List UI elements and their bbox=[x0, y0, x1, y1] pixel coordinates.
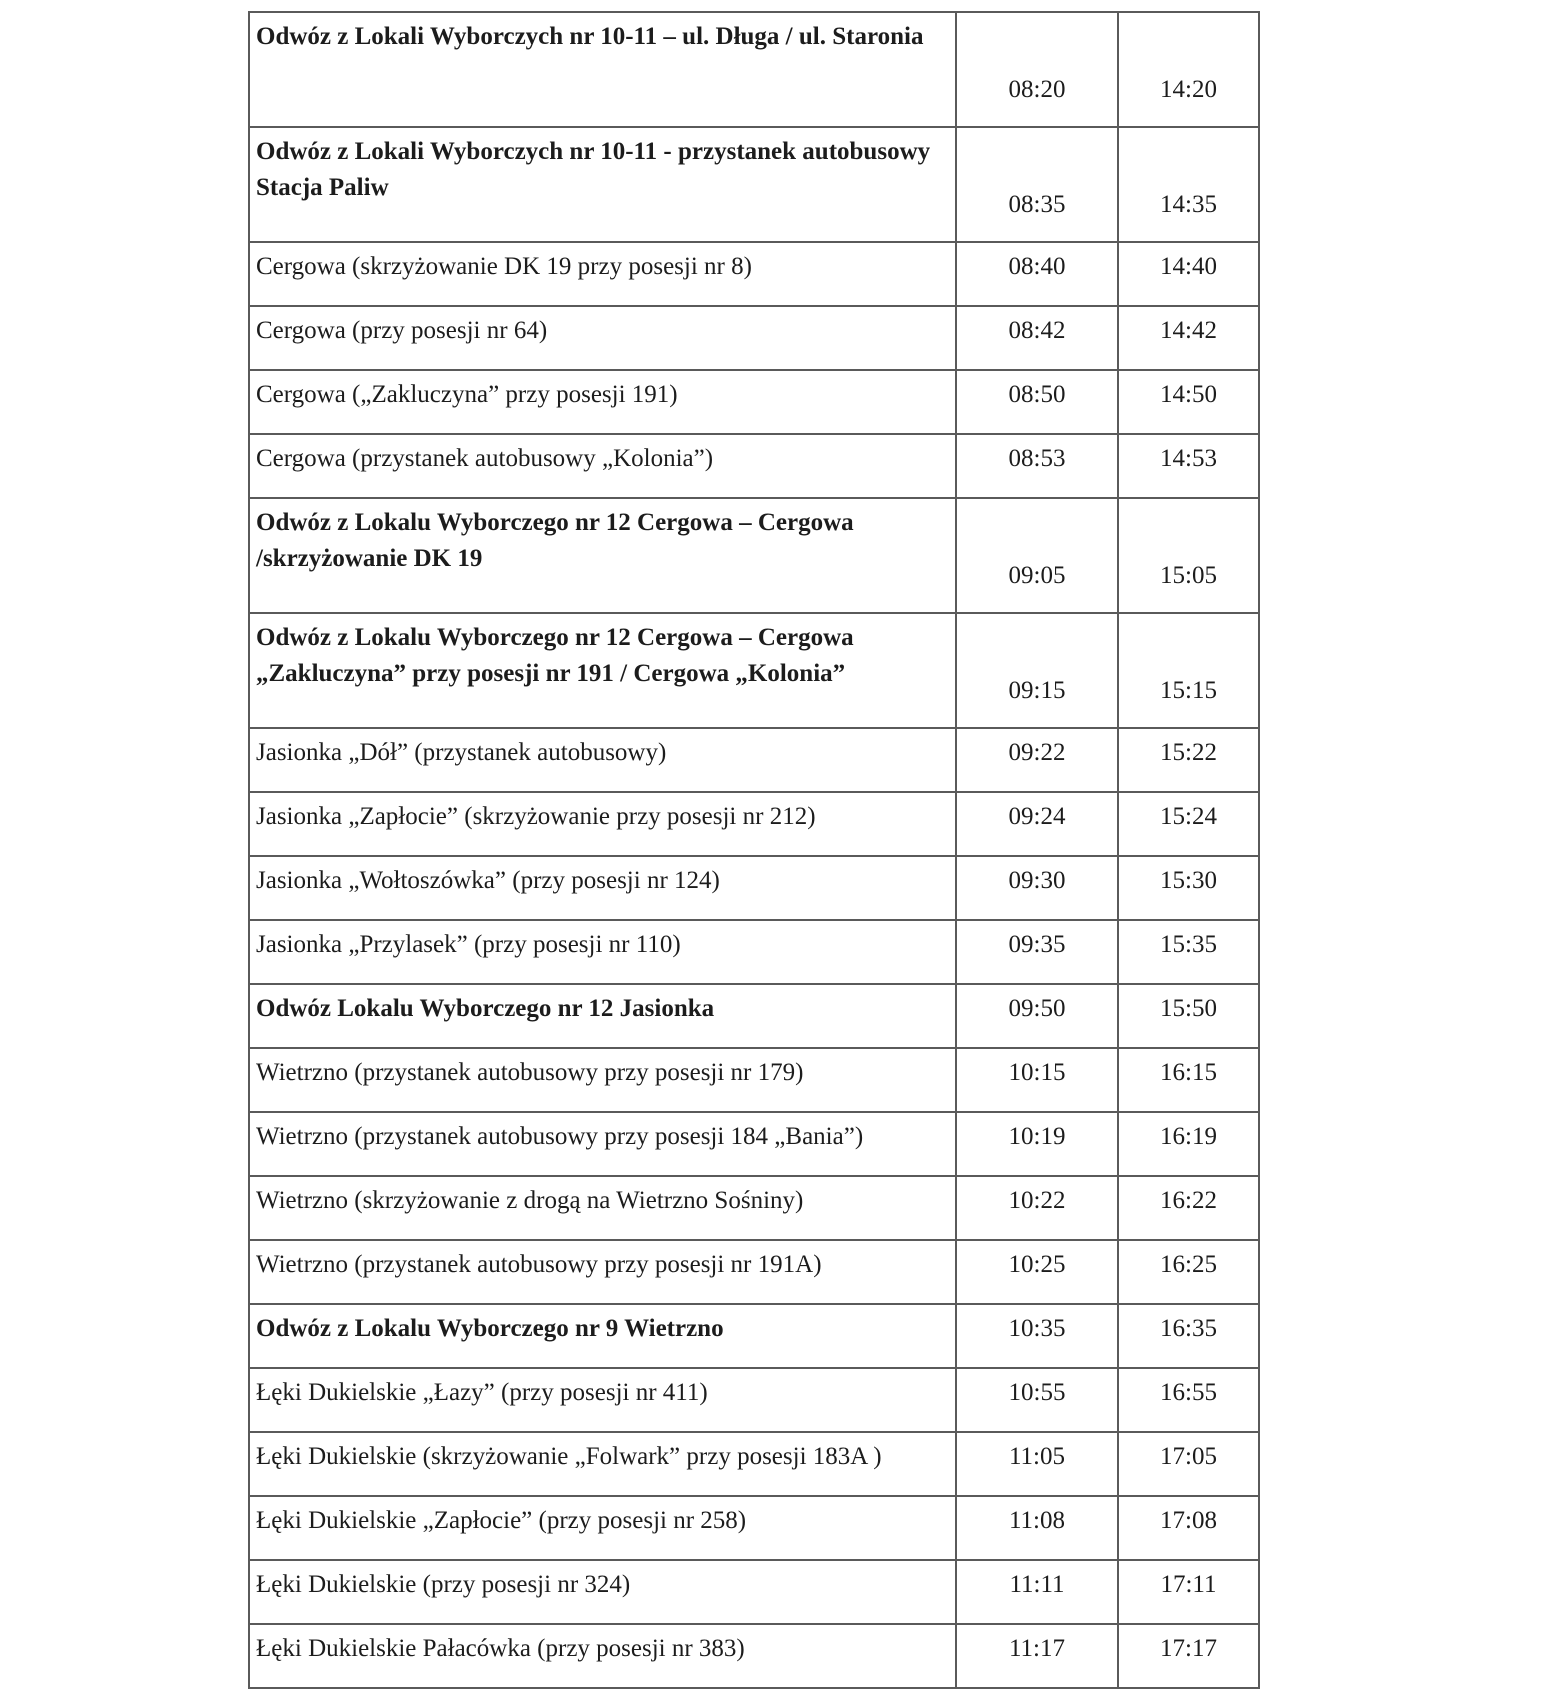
table-row bbox=[249, 856, 1259, 920]
stop-name: Wietrzno (przystanek autobusowy przy posesji nr 179) bbox=[249, 1048, 956, 1112]
departure-time-morning: 09:22 bbox=[956, 728, 1118, 792]
departure-time-afternoon: 16:25 bbox=[1118, 1240, 1259, 1304]
stop-name: Jasionka „Przylasek” (przy posesji nr 110) bbox=[249, 920, 956, 984]
table-row bbox=[249, 1624, 1259, 1688]
departure-time-morning: 08:20 bbox=[956, 12, 1118, 127]
departure-time-morning: 11:08 bbox=[956, 1496, 1118, 1560]
departure-time-morning: 08:40 bbox=[956, 242, 1118, 306]
schedule-table bbox=[248, 11, 1260, 1689]
stop-name: Cergowa (przy posesji nr 64) bbox=[249, 306, 956, 370]
departure-time-afternoon: 14:40 bbox=[1118, 242, 1259, 306]
stop-name: Łęki Dukielskie „Zapłocie” (przy posesji nr 258) bbox=[249, 1496, 956, 1560]
stop-name: Łęki Dukielskie (przy posesji nr 324) bbox=[249, 1560, 956, 1624]
departure-time-afternoon: 15:22 bbox=[1118, 728, 1259, 792]
departure-time-afternoon: 15:50 bbox=[1118, 984, 1259, 1048]
table-row bbox=[249, 1560, 1259, 1624]
table-row bbox=[249, 792, 1259, 856]
departure-time-afternoon: 17:11 bbox=[1118, 1560, 1259, 1624]
stop-name: Jasionka „Dół” (przystanek autobusowy) bbox=[249, 728, 956, 792]
stop-name: Odwóz z Lokalu Wyborczego nr 12 Cergowa – Cergowa /skrzyżowanie DK 19 bbox=[249, 498, 956, 613]
table-row bbox=[249, 434, 1259, 498]
departure-time-afternoon: 16:15 bbox=[1118, 1048, 1259, 1112]
stop-name: Wietrzno (skrzyżowanie z drogą na Wietrzno Sośniny) bbox=[249, 1176, 956, 1240]
departure-time-afternoon: 15:35 bbox=[1118, 920, 1259, 984]
table-row bbox=[249, 1240, 1259, 1304]
stop-name: Cergowa (przystanek autobusowy „Kolonia”) bbox=[249, 434, 956, 498]
table-row bbox=[249, 920, 1259, 984]
departure-time-afternoon: 14:20 bbox=[1118, 12, 1259, 127]
stop-name: Jasionka „Zapłocie” (skrzyżowanie przy posesji nr 212) bbox=[249, 792, 956, 856]
table-row bbox=[249, 306, 1259, 370]
departure-time-afternoon: 14:35 bbox=[1118, 127, 1259, 242]
departure-time-afternoon: 15:05 bbox=[1118, 498, 1259, 613]
departure-time-afternoon: 14:53 bbox=[1118, 434, 1259, 498]
departure-time-afternoon: 17:08 bbox=[1118, 1496, 1259, 1560]
departure-time-morning: 09:50 bbox=[956, 984, 1118, 1048]
stop-name: Łęki Dukielskie „Łazy” (przy posesji nr 411) bbox=[249, 1368, 956, 1432]
table-row bbox=[249, 1368, 1259, 1432]
table-row bbox=[249, 370, 1259, 434]
table-row bbox=[249, 242, 1259, 306]
table-row bbox=[249, 1304, 1259, 1368]
table-row bbox=[249, 12, 1259, 127]
departure-time-morning: 11:17 bbox=[956, 1624, 1118, 1688]
table-row bbox=[249, 127, 1259, 242]
departure-time-morning: 11:05 bbox=[956, 1432, 1118, 1496]
departure-time-morning: 10:55 bbox=[956, 1368, 1118, 1432]
table-row bbox=[249, 1176, 1259, 1240]
table-row bbox=[249, 498, 1259, 613]
departure-time-afternoon: 15:30 bbox=[1118, 856, 1259, 920]
table-row bbox=[249, 1432, 1259, 1496]
departure-time-afternoon: 16:22 bbox=[1118, 1176, 1259, 1240]
departure-time-morning: 08:50 bbox=[956, 370, 1118, 434]
table-row bbox=[249, 613, 1259, 728]
table-row bbox=[249, 1496, 1259, 1560]
stop-name: Wietrzno (przystanek autobusowy przy posesji nr 191A) bbox=[249, 1240, 956, 1304]
departure-time-afternoon: 15:24 bbox=[1118, 792, 1259, 856]
departure-time-morning: 10:19 bbox=[956, 1112, 1118, 1176]
departure-time-morning: 09:24 bbox=[956, 792, 1118, 856]
departure-time-morning: 10:35 bbox=[956, 1304, 1118, 1368]
table-row bbox=[249, 1112, 1259, 1176]
departure-time-morning: 08:35 bbox=[956, 127, 1118, 242]
departure-time-morning: 08:53 bbox=[956, 434, 1118, 498]
stop-name: Cergowa (skrzyżowanie DK 19 przy posesji nr 8) bbox=[249, 242, 956, 306]
departure-time-morning: 10:22 bbox=[956, 1176, 1118, 1240]
table-row bbox=[249, 984, 1259, 1048]
departure-time-morning: 10:15 bbox=[956, 1048, 1118, 1112]
departure-time-morning: 09:35 bbox=[956, 920, 1118, 984]
table-row bbox=[249, 728, 1259, 792]
stop-name: Odwóz z Lokalu Wyborczego nr 12 Cergowa – Cergowa „Zakluczyna” przy posesji nr 191 / Cergowa „Kolonia” bbox=[249, 613, 956, 728]
departure-time-morning: 11:11 bbox=[956, 1560, 1118, 1624]
departure-time-afternoon: 14:42 bbox=[1118, 306, 1259, 370]
stop-name: Łęki Dukielskie Pałacówka (przy posesji nr 383) bbox=[249, 1624, 956, 1688]
stop-name: Odwóz z Lokali Wyborczych nr 10-11 – ul. Długa / ul. Staronia bbox=[249, 12, 956, 127]
stop-name: Odwóz z Lokali Wyborczych nr 10-11 - przystanek autobusowy Stacja Paliw bbox=[249, 127, 956, 242]
departure-time-morning: 08:42 bbox=[956, 306, 1118, 370]
departure-time-afternoon: 14:50 bbox=[1118, 370, 1259, 434]
departure-time-morning: 10:25 bbox=[956, 1240, 1118, 1304]
stop-name: Odwóz Lokalu Wyborczego nr 12 Jasionka bbox=[249, 984, 956, 1048]
departure-time-afternoon: 16:55 bbox=[1118, 1368, 1259, 1432]
schedule-body bbox=[249, 12, 1259, 1688]
stop-name: Odwóz z Lokalu Wyborczego nr 9 Wietrzno bbox=[249, 1304, 956, 1368]
departure-time-afternoon: 16:19 bbox=[1118, 1112, 1259, 1176]
departure-time-afternoon: 17:05 bbox=[1118, 1432, 1259, 1496]
stop-name: Łęki Dukielskie (skrzyżowanie „Folwark” przy posesji 183A ) bbox=[249, 1432, 956, 1496]
stop-name: Jasionka „Wołtoszówka” (przy posesji nr 124) bbox=[249, 856, 956, 920]
departure-time-morning: 09:05 bbox=[956, 498, 1118, 613]
departure-time-afternoon: 16:35 bbox=[1118, 1304, 1259, 1368]
departure-time-afternoon: 15:15 bbox=[1118, 613, 1259, 728]
table-row bbox=[249, 1048, 1259, 1112]
departure-time-morning: 09:30 bbox=[956, 856, 1118, 920]
stop-name: Wietrzno (przystanek autobusowy przy posesji 184 „Bania”) bbox=[249, 1112, 956, 1176]
stop-name: Cergowa („Zakluczyna” przy posesji 191) bbox=[249, 370, 956, 434]
departure-time-afternoon: 17:17 bbox=[1118, 1624, 1259, 1688]
departure-time-morning: 09:15 bbox=[956, 613, 1118, 728]
